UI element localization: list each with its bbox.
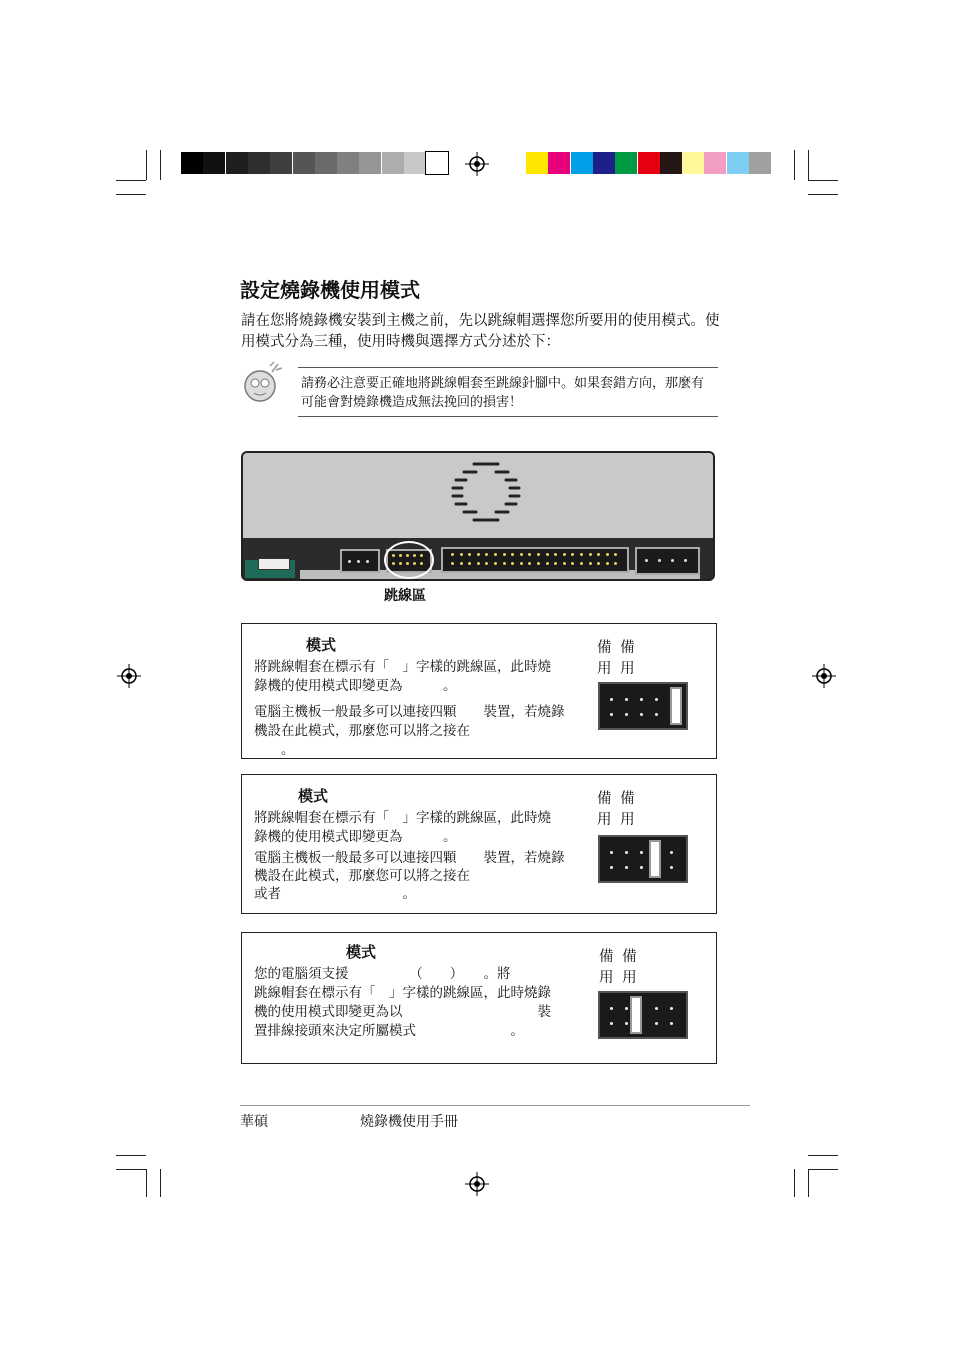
- connector-pin: [366, 560, 369, 563]
- jumper-pin: [610, 866, 613, 869]
- crop-mark: [808, 1155, 838, 1156]
- connector-pin: [589, 562, 592, 565]
- jumper-cap: [649, 840, 661, 878]
- drive-vent-icon: [448, 460, 524, 524]
- jumper-pin: [640, 851, 643, 854]
- jumper-pin: [640, 713, 643, 716]
- mode-text-line: 您的電腦須支援 （ ） 。將: [254, 966, 511, 982]
- jumper-pin: [670, 1022, 673, 1025]
- jumper-pin: [625, 1022, 628, 1025]
- connector-pin: [503, 562, 506, 565]
- color-swatch: [682, 152, 704, 174]
- jumper-diagram: [598, 991, 688, 1039]
- color-swatch: [615, 152, 637, 174]
- gray-swatch: [226, 152, 248, 174]
- connector-pin: [537, 562, 540, 565]
- mode-title: 模式: [306, 636, 337, 654]
- connector-pin: [392, 562, 395, 565]
- mode-text-line: 或者 。: [254, 886, 416, 902]
- crop-mark: [808, 194, 838, 195]
- crop-mark: [146, 1169, 147, 1197]
- crop-mark: [116, 1169, 146, 1170]
- connector-pin: [460, 553, 463, 556]
- mode-connector: [340, 549, 380, 573]
- jumper-pin: [640, 866, 643, 869]
- mode-text-line: 電腦主機板一般最多可以連接四顆 裝置，若燒錄: [254, 704, 565, 720]
- jumper-pin: [610, 851, 613, 854]
- color-swatch: [704, 152, 726, 174]
- jumper-pin: [625, 698, 628, 701]
- color-swatch: [727, 152, 749, 174]
- connector-pin: [357, 560, 360, 563]
- jumper-diagram: [598, 682, 688, 730]
- mode-title: 模式: [346, 943, 377, 961]
- connector-pin: [406, 562, 409, 565]
- crop-mark: [116, 1155, 146, 1156]
- connector-pin: [477, 562, 480, 565]
- footer-rule: [240, 1105, 750, 1106]
- connector-pin: [520, 553, 523, 556]
- footer-brand: 華碩: [240, 1114, 268, 1130]
- mode-title: 模式: [298, 787, 329, 805]
- audio-connector-pins: [258, 558, 290, 570]
- color-swatch: [660, 152, 682, 174]
- connector-pin: [580, 553, 583, 556]
- connector-pin: [546, 562, 549, 565]
- connector-pin: [406, 554, 409, 557]
- connector-pin: [451, 562, 454, 565]
- mode-text-line: 錄機的使用模式即變更為 。: [254, 829, 457, 845]
- color-swatch: [593, 152, 615, 174]
- connector-pin: [399, 554, 402, 557]
- ide-connector: [441, 547, 629, 573]
- mode-text-line: 置排線接頭來決定所屬模式 。: [254, 1023, 524, 1039]
- mode-text-line: 機設在此模式，那麼您可以將之接在: [254, 723, 470, 739]
- color-swatch: [548, 152, 570, 174]
- jumper-pin: [625, 851, 628, 854]
- jumper-pin: [610, 1022, 613, 1025]
- connector-pin: [420, 562, 423, 565]
- jumper-pin: [610, 1007, 613, 1010]
- jumper-pin: [655, 1022, 658, 1025]
- crop-mark: [160, 150, 161, 180]
- footer-manual-title: 燒錄機使用手冊: [360, 1114, 458, 1130]
- color-swatch: [571, 152, 593, 174]
- crop-mark: [146, 150, 147, 180]
- connector-pin: [494, 553, 497, 556]
- jumper-pin: [670, 851, 673, 854]
- jumper-pin: [655, 1007, 658, 1010]
- jumper-pin: [640, 698, 643, 701]
- gray-swatch: [293, 152, 315, 174]
- jumper-area-label: 跳線區: [384, 588, 426, 604]
- connector-pin: [413, 562, 416, 565]
- gray-swatch: [382, 152, 404, 174]
- mode-text-line: 將跳線帽套在標示有「 」字樣的跳線區，此時燒: [254, 810, 551, 826]
- connector-pin: [658, 559, 661, 562]
- connector-pin: [420, 554, 423, 557]
- connector-pin: [563, 553, 566, 556]
- connector-pin: [580, 562, 583, 565]
- pin-label: 備 備 用 用: [597, 640, 637, 677]
- jumper-cap: [630, 996, 642, 1034]
- connector-pin: [606, 553, 609, 556]
- connector-pin: [413, 554, 416, 557]
- connector-pin: [460, 562, 463, 565]
- jumper-pin: [670, 866, 673, 869]
- connector-pin: [348, 560, 351, 563]
- gray-swatch: [248, 152, 270, 174]
- connector-pin: [392, 554, 395, 557]
- crop-mark: [808, 1169, 838, 1170]
- jumper-area-highlight: [384, 541, 434, 579]
- mode-text-line: 電腦主機板一般最多可以連接四顆 裝置，若燒錄: [254, 850, 565, 866]
- mode-text-line: 錄機的使用模式即變更為 。: [254, 678, 457, 694]
- connector-pin: [671, 559, 674, 562]
- registration-mark-icon: [465, 152, 489, 176]
- jumper-pin: [625, 866, 628, 869]
- jumper-pin: [625, 713, 628, 716]
- connector-pin: [537, 553, 540, 556]
- registration-mark-icon: [117, 664, 141, 688]
- gray-swatch: [359, 152, 381, 174]
- connector-pin: [684, 559, 687, 562]
- mode-text-line: 。: [254, 742, 295, 758]
- crop-mark: [794, 1169, 795, 1197]
- color-swatch: [638, 152, 660, 174]
- connector-pin: [477, 553, 480, 556]
- mode-text-line: 機的使用模式即變更為以 裝: [254, 1004, 551, 1020]
- pin-label: 備 備 用 用: [597, 791, 637, 828]
- crop-mark: [160, 1169, 161, 1197]
- gray-swatch: [426, 152, 448, 174]
- gray-swatch: [203, 152, 225, 174]
- connector-pin: [399, 562, 402, 565]
- jumper-pin: [655, 698, 658, 701]
- registration-mark-icon: [465, 1172, 489, 1196]
- gray-swatch: [315, 152, 337, 174]
- registration-mark-icon: [812, 664, 836, 688]
- crop-mark: [808, 1169, 809, 1197]
- connector-pin: [520, 562, 523, 565]
- crop-mark: [808, 150, 809, 180]
- crop-mark: [116, 180, 146, 181]
- color-swatch: [526, 152, 548, 174]
- jumper-cap: [670, 687, 682, 725]
- mode-box-2: [241, 774, 717, 914]
- jumper-pin: [670, 1007, 673, 1010]
- connector-pin: [645, 559, 648, 562]
- connector-pin: [503, 553, 506, 556]
- mode-text-line: 機設在此模式，那麼您可以將之接在: [254, 868, 470, 884]
- note-icon: [240, 360, 288, 404]
- connector-pin: [451, 553, 454, 556]
- connector-pin: [606, 562, 609, 565]
- gray-swatch: [181, 152, 203, 174]
- jumper-diagram: [598, 835, 688, 883]
- connector-pin: [589, 553, 592, 556]
- mode-box-3: [241, 932, 717, 1064]
- jumper-pin: [610, 698, 613, 701]
- gray-swatch: [404, 152, 426, 174]
- crop-mark: [808, 180, 838, 181]
- mode-box-1: [241, 623, 717, 759]
- crop-mark: [116, 194, 146, 195]
- jumper-pin: [610, 713, 613, 716]
- jumper-pin: [655, 713, 658, 716]
- jumper-pin: [625, 1007, 628, 1010]
- connector-pin: [563, 562, 566, 565]
- note-text: 請務必注意要正確地將跳線帽套至跳線針腳中。如果套錯方向，那麼有可能會對燒錄機造成無法挽回的損害！: [301, 376, 705, 410]
- connector-pin: [546, 553, 549, 556]
- gray-swatch: [270, 152, 292, 174]
- connector-pin: [494, 562, 497, 565]
- crop-mark: [794, 150, 795, 180]
- page-title: 設定燒錄機使用模式: [240, 278, 420, 302]
- pin-label: 備 備 用 用: [599, 949, 639, 986]
- intro-paragraph: 請在您將燒錄機安裝到主機之前，先以跳線帽選擇您所要用的使用模式。使用模式分為三種，使用時機與選擇方式分述於下：: [241, 313, 720, 350]
- mode-text-line: 將跳線帽套在標示有「 」字樣的跳線區，此時燒: [254, 659, 551, 675]
- color-swatch: [749, 152, 771, 174]
- gray-swatch: [337, 152, 359, 174]
- mode-text-line: 跳線帽套在標示有「 」字樣的跳線區，此時燒錄: [254, 985, 551, 1001]
